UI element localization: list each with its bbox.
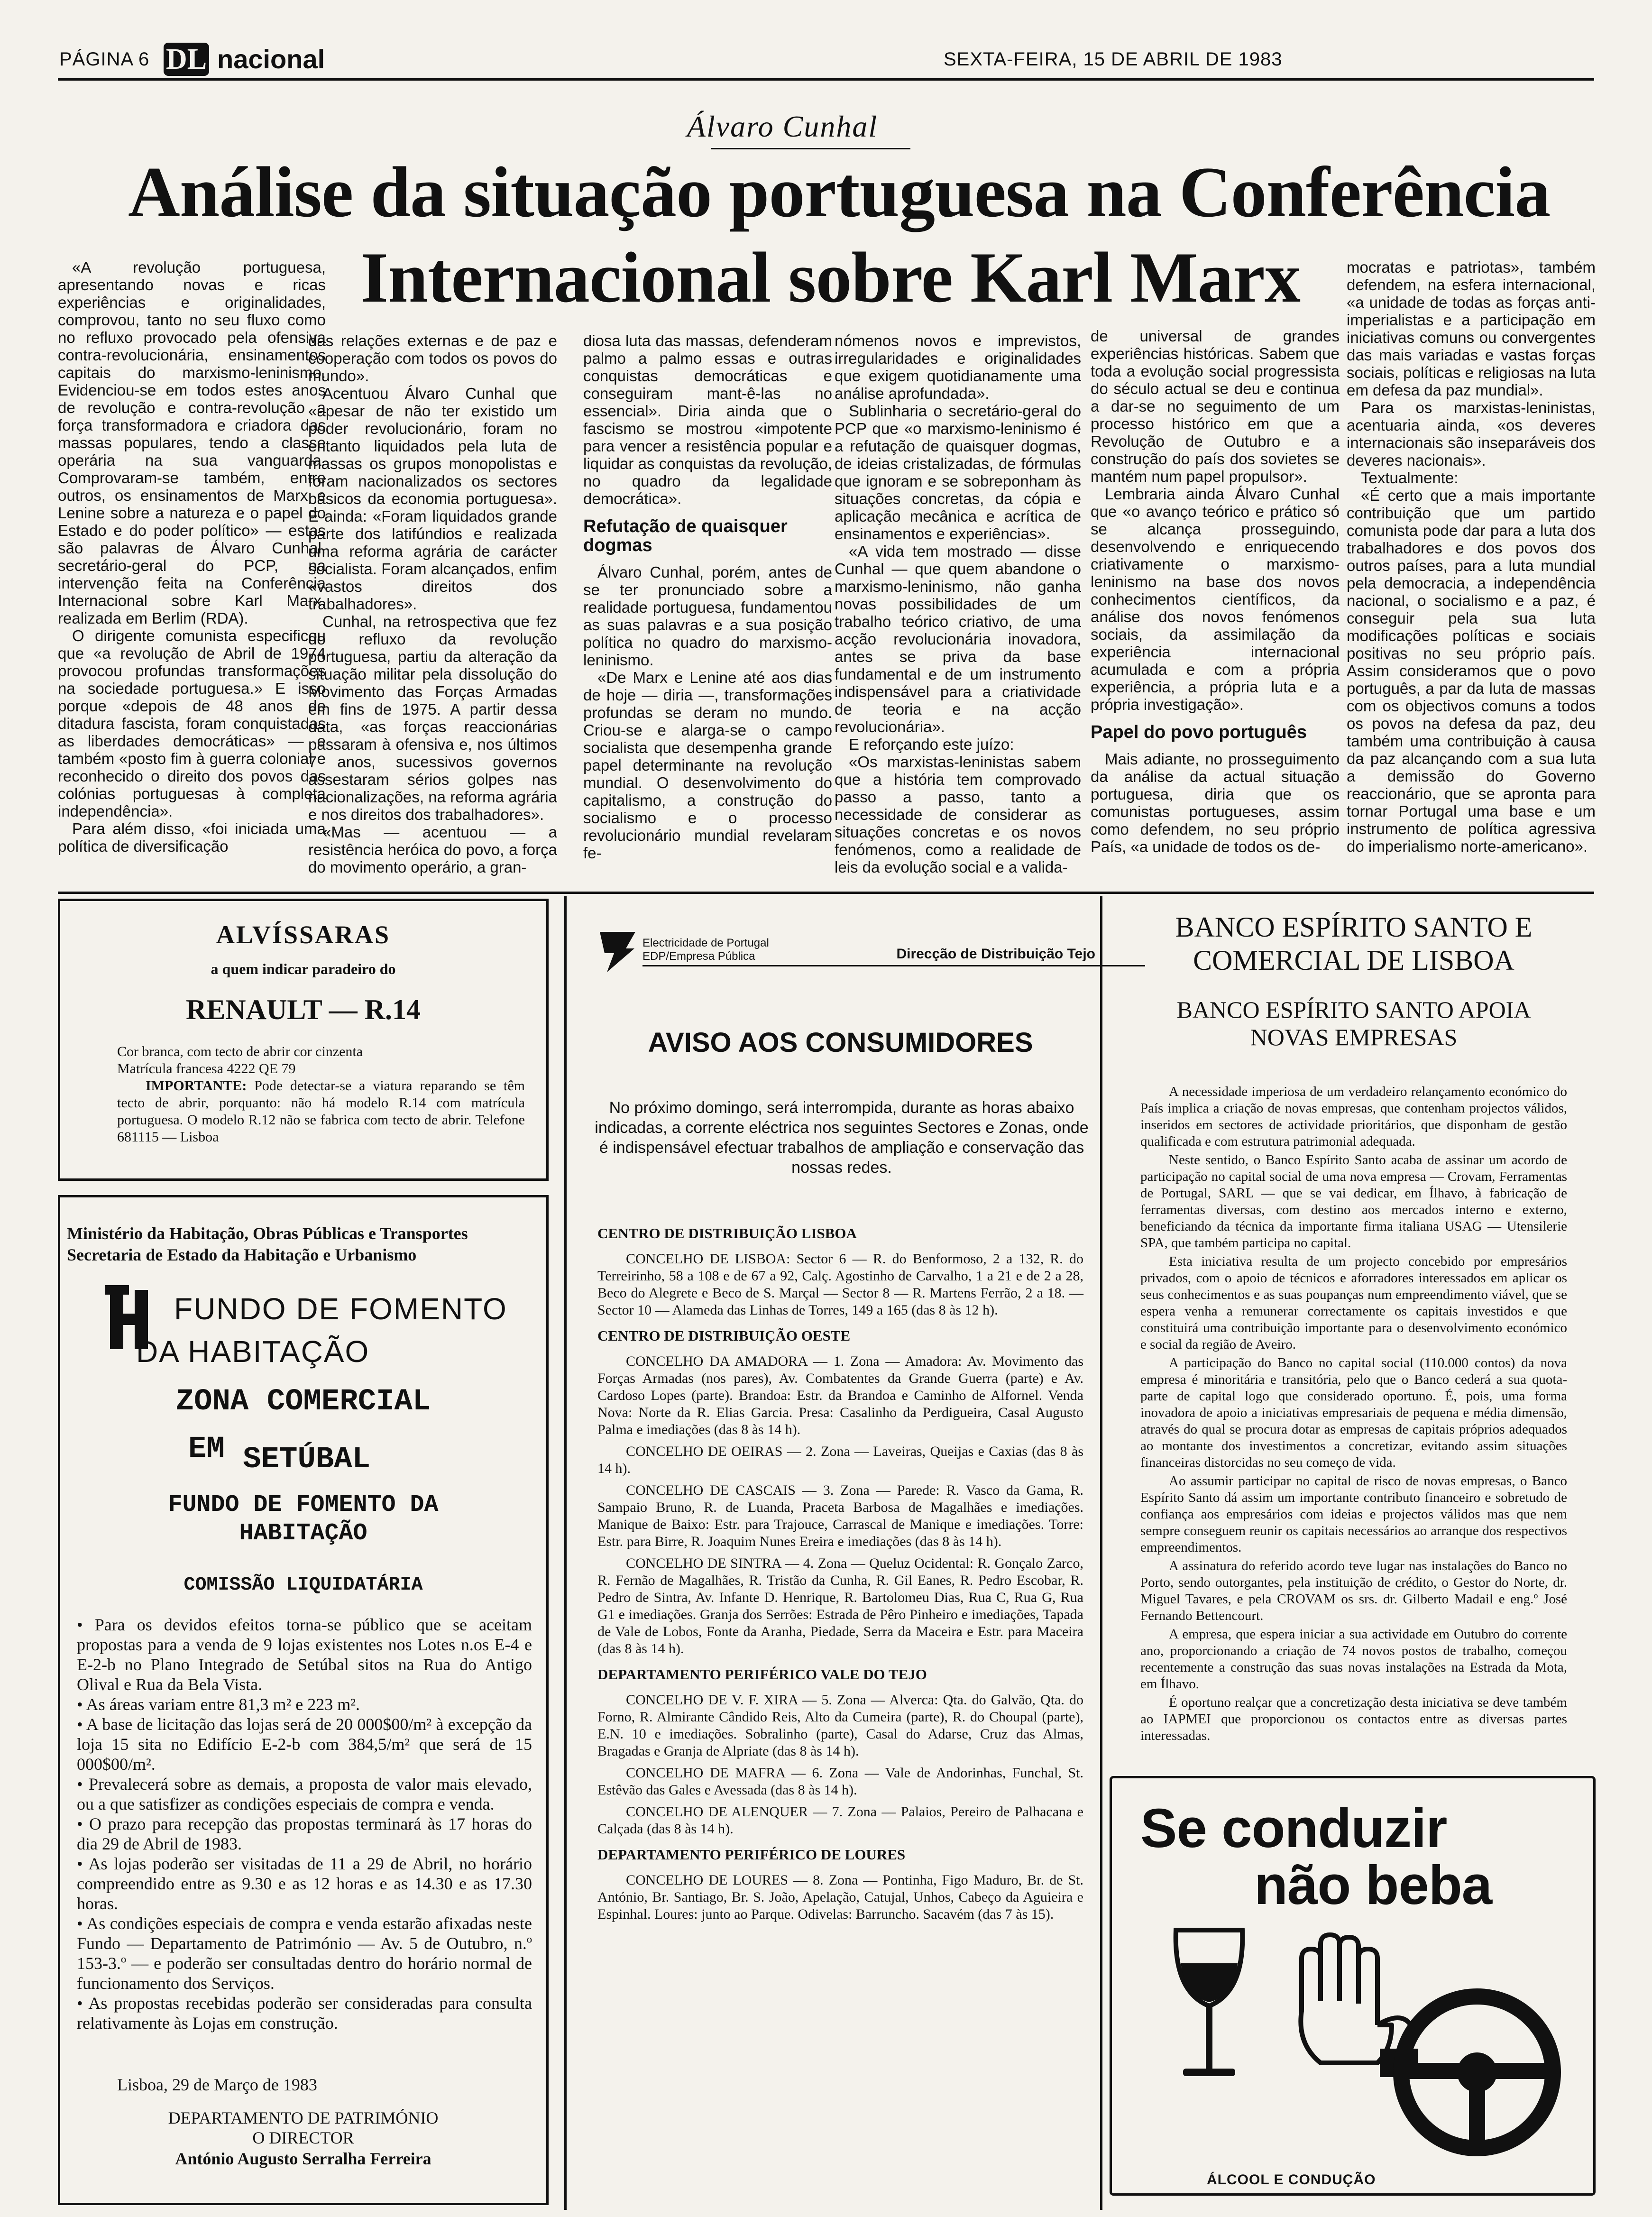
list-item: • As condições especiais de compra e venda estarão afixadas neste Fundo — Departamento de Património — Av. 5 de Outubro, n.º 153-3.º — e poderão ser consultadas dentro do horário normal de funcionamento dos Serviços. <box>77 1914 532 1993</box>
ad-title: ALVÍSSARAS <box>216 920 391 949</box>
zone-title: ZONA COMERCIAL <box>175 1385 431 1419</box>
paragraph: É oportuno realçar que a concretização desta iniciativa se deve também ao IAPMEI que proporcionou os contactos entre as diversas partes interessadas. <box>1140 1695 1567 1743</box>
page-number: PÁGINA 6 <box>59 49 150 70</box>
paragraph: Textualmente: <box>1361 469 1459 487</box>
paragraph: A empresa, que espera iniciar a sua actividade em Outubro do corrente ano, proporcionando a criação de 74 novos postos de trabalho, começou recentemente a construção das suas novas instalações na Estrada da Mota, em Ílhavo. <box>1140 1627 1567 1692</box>
ad-ministerio-habitacao <box>58 1195 549 2205</box>
column-divider <box>1100 896 1102 2210</box>
subheading: Papel do povo português <box>1091 722 1307 742</box>
newspaper-logo-icon: DL <box>164 43 209 76</box>
edp-entry: CONCELHO DE MAFRA — 6. Zona — Vale de Andorinhas, Funchal, St. Estêvão das Gales e Avessada (das 8 às 14 h). <box>597 1765 1083 1798</box>
article-column-2 <box>308 332 557 876</box>
article-column-5 <box>1091 327 1340 856</box>
section-title: nacional <box>217 44 325 74</box>
list-item: • A base de licitação das lojas será de 20 000$00/m² à excepção da loja 15 sita no Edifício E-2-b com 384,5/m² que será de 15 000$00/m². <box>77 1715 532 1774</box>
paragraph: diosa luta das massas, defenderam palmo a palmo essas e outras conquistas democráticas e conseguiram mant-ê-las no essencial». Diria ainda que o fascismo se mostrou «impotente para vencer a resistência popular e liquidar as conquistas da revolução, no quadro da legalidade democrática». <box>583 332 832 507</box>
edp-section-heading: DEPARTAMENTO PERIFÉRICO VALE DO TEJO <box>597 1666 927 1683</box>
edp-org-name: Electricidade de Portugal <box>642 937 769 949</box>
column-divider <box>564 896 567 2210</box>
bank-body <box>1140 1084 1567 1746</box>
fund-name-line-1: FUNDO DE FOMENTO <box>174 1292 507 1326</box>
campaign-footer: ÁLCOOL E CONDUÇÃO <box>1207 2172 1376 2188</box>
edp-title: AVISO AOS CONSUMIDORES <box>648 1027 1033 1058</box>
important-label: IMPORTANTE: <box>146 1078 247 1094</box>
article-column-6 <box>1347 258 1596 855</box>
paragraph: «Os marxistas-leninistas sabem que a história tem comprovado passo a passo, tanto a necessidade de considerar as situações concretas e os novos fenómenos, como a realidade de leis da evolução social e a valida- <box>835 753 1081 876</box>
header-rule <box>58 78 1594 81</box>
wine-glass-icon <box>1169 1925 1249 2087</box>
paragraph: Para os marxistas-leninistas, acentuaria ainda, «os deveres internacionais são inseparáveis dos deveres nacionais». <box>1347 399 1596 469</box>
issue-date: SEXTA-FEIRA, 15 DE ABRIL DE 1983 <box>944 49 1283 70</box>
commission-title: COMISSÃO LIQUIDATÁRIA <box>184 1574 423 1596</box>
article-column-1 <box>58 258 326 855</box>
edp-direction: Direcção de Distribuição Tejo <box>896 946 1095 962</box>
paragraph: Para além disso, «foi iniciada uma política de diversificação <box>58 820 326 855</box>
edp-section-heading: CENTRO DE DISTRIBUIÇÃO OESTE <box>597 1327 851 1344</box>
ad-subtitle: a quem indicar paradeiro do <box>211 960 396 977</box>
zone-city: SETÚBAL <box>243 1443 371 1477</box>
edp-entry: CONCELHO DE V. F. XIRA — 5. Zona — Alverca: Qta. do Galvão, Qta. do Forno, R. Almirante Cândido Reis, Alto da Cumeira (parte), R. do Choupal (parte), E.N. 10 e imediações. Sobralinho (parte), Casal do Adarse, Cruz das Almas, Bragadas e Granja de Alpriate (das 8 às 14 h). <box>597 1692 1083 1759</box>
edp-schedule <box>597 1216 1083 1928</box>
edp-entry: CONCELHO DE LISBOA: Sector 6 — R. do Benformoso, 2 a 132, R. do Terreirinho, 58 a 108 e de 67 a 92, Calç. Agostinho de Carvalho, 1 a 21 e de 2 a 28, Beco do Alegrete e Beco de S. Marçal — Sector 8 — R. Martens Ferrão, 2 a 18. — Sector 10 — Alameda das Linhas de Torres, 149 a 165 (das 8 às 12 h). <box>597 1251 1083 1318</box>
byline-underline <box>711 148 910 149</box>
list-item: • Para os devidos efeitos torna-se público que se aceitam propostas para a venda de 9 lojas existentes nos Lotes n.os E-4 e E-2-b no Plano Integrado de Setúbal sitos na Rua do Antigo Olival e Rua da Bela Vista. <box>77 1615 532 1694</box>
list-item: • As propostas recebidas poderão ser consideradas para consulta relativamente às Lojas em construção. <box>77 1994 532 2033</box>
paragraph: Cunhal, na retrospectiva que fez do refluxo da revolução portuguesa, partiu da alteração da situação militar pela dissolução do Movimento das Forças Armadas em fins de 1975. A partir dessa data, «as forças reaccionárias passaram à ofensiva e, nos últimos 7 anos, sucessivos governos assestaram sérios golpes nas nacionalizações, na reforma agrária e nos direitos dos trabalhadores». <box>308 613 557 823</box>
paragraph: A assinatura do referido acordo teve lugar nas instalações do Banco no Porto, sendo outorgantes, pela instituição de crédito, o Gestor do Norte, dr. Miguel Tavares, e pela CROVAM os srs. dr. Gilberto Madail e eng.º José Fernando Bettencourt. <box>1140 1558 1567 1623</box>
paragraph: Sublinharia o secretário-geral do PCP que «o marxismo-leninismo é a refutação de quaisquer dogmas, de ideias cristalizadas, de fórmulas que ignoram e se sobreponham às situações concretas, da cópia e aplicação mecânica e acrítica de ensinamentos e experiências». <box>835 402 1081 543</box>
list-item: • As lojas poderão ser visitadas de 11 a 29 de Abril, no horário compreendido entre as 9.30 e as 12 horas e as 14.30 e as 17.30 horas. <box>77 1854 532 1913</box>
headline-line-2: Internacional sobre Karl Marx <box>360 238 1300 317</box>
ad-edp-aviso <box>583 899 1098 2212</box>
slogan-line-1: Se conduzir <box>1140 1797 1447 1859</box>
fund-bold-line-1: FUNDO DE FOMENTO DA <box>168 1491 439 1518</box>
paragraph: «Mas — acentuou — a resistência heróica do povo, a força do movimento operário, a gran- <box>308 823 557 876</box>
section-divider <box>58 892 1594 894</box>
bank-title-line-1: BANCO ESPÍRITO SANTO E <box>1175 911 1533 943</box>
list-item: • O prazo para recepção das propostas terminará às 17 horas do dia 29 de Abril de 1983. <box>77 1814 532 1853</box>
list-item: • As áreas variam entre 81,3 m² e 223 m². <box>77 1695 360 1714</box>
ad-alvissaras <box>58 899 549 1181</box>
ministry-name: Ministério da Habitação, Obras Públicas e Transportes <box>67 1224 468 1243</box>
paragraph: mocratas e patriotas», também defendem, na esfera internacional, «a unidade de todas as forças anti-imperialistas e a participação em iniciativas comuns ou convergentes das mais variadas e vastas forças sociais, políticas e religiosas na luta em defesa da paz mundial». <box>1347 258 1596 399</box>
paragraph: A participação do Banco no capital social (110.000 contos) da nova empresa é minoritária e transitória, pelo que o Banco cederá a sua quota-parte de capital logo que considerado oportuno. É, pois, uma forma inovadora de apoio a iniciativas empresariais de pequena e média dimensão, através do qual se procura dotar as empresas de capitais próprios adequados ao montante dos investimentos a concretizar, evitando assim situações financeiras distorcidas no seu começo de vida. <box>1140 1355 1567 1470</box>
paragraph: Álvaro Cunhal, porém, antes de se ter pronunciado sobre a realidade portuguesa, fundamentou as suas palavras e a sua posição política no quadro do marxismo-leninismo. <box>583 563 832 669</box>
edp-org-type: EDP/Empresa Pública <box>642 950 755 963</box>
edp-entry: CONCELHO DE LOURES — 8. Zona — Pontinha, Figo Maduro, Br. de St. António, Br. Santiago, Br. S. João, Apelação, Catujal, Unhos, Cabeço da Aguieira e Espinhal. Loures: junto ao Parque. Odivelas: Barruncho. Sacavém (das 7 às 15). <box>597 1872 1083 1922</box>
bank-subtitle-line-1: BANCO ESPÍRITO SANTO APOIA <box>1176 996 1531 1023</box>
paragraph: Esta iniciativa resulta de um projecto concebido por empresários privados, com o apoio de técnicos e aforradores interessados em aplicar os seus conhecimentos e as suas poupanças num empreendimento viável, que se espera venha a remunerar correctamente os capitais investidos e que constituirá uma contribuição importante para o desenvolvimento económico e social da região de Aveiro. <box>1140 1254 1567 1352</box>
car-color: Cor branca, com tecto de abrir cor cinzenta <box>117 1044 363 1059</box>
headline-line-1: Análise da situação portuguesa na Conferência <box>128 152 1551 232</box>
paragraph: «É certo que a mais importante contribuição que um partido comunista pode dar para a luta dos trabalhadores e dos povos dos outros países, para a luta mundial pela democracia, a independência nacional, o socialismo e a paz, é conseguir pela sua luta modificações políticas e sociais positivas no seu próprio país. Assim consideramos que o povo português, a par da luta de massas com os objectivos comuns a todos os povos na defesa da paz, deu também uma contribuição à causa da paz alcançando com a sua luta a demissão do Governo reaccionário, que se apronta para tornar Portugal uma base e um instrumento de política agressiva do imperialismo norte-americano». <box>1347 487 1596 855</box>
ad-alcool-conducao <box>1110 1776 1596 2196</box>
car-model: RENAULT — R.14 <box>185 994 421 1025</box>
director-name: António Augusto Serralha Ferreira <box>175 2149 431 2168</box>
bank-subtitle-line-2: NOVAS EMPRESAS <box>1250 1024 1458 1050</box>
byline: Álvaro Cunhal <box>687 110 878 143</box>
article-column-4 <box>835 332 1081 876</box>
paragraph: «De Marx e Lenine até aos dias de hoje — diria —, transformações profundas se deram no mundo. Criou-se e alarga-se o campo socialista que desempenha grande papel determinante na revolução mundial. O desenvolvimento do capitalismo, a construção do socialismo e o processo revolucionário mundial revelaram fe- <box>583 669 832 862</box>
ad-date-place: Lisboa, 29 de Março de 1983 <box>117 2075 317 2094</box>
paragraph: Acentuou Álvaro Cunhal que «apesar de não ter existido um poder revolucionário, foram no entanto liquidados pela luta de massas os grupos monopolistas e foram nacionalizados os sectores básicos da economia portuguesa». E ainda: «Foram liquidados grande parte dos latifúndios e realizada uma reforma agrária de carácter socialista. Foram alcançados, enfim «vastos direitos dos trabalhadores». <box>308 385 557 613</box>
list-item: • Prevalecerá sobre as demais, a proposta de valor mais elevado, ou a que satisfizer as condições especiais de compra e venda. <box>77 1775 532 1813</box>
paragraph: Neste sentido, o Banco Espírito Santo acaba de assinar um acordo de participação no capital social de uma nova empresa — Crovam, Ferramentas de Portugal, SARL — que se vai dedicar, em Ílhavo, à fabricação de ferramentas diversas, com destino aos mercados interno e externo, beneficiando da técnica da importante firma italiana USAG — Utensilerie SPA, que também participa no capital. <box>1140 1152 1567 1251</box>
paragraph: Mais adiante, no prosseguimento da análise da actual situação portuguesa, diria que os comunistas portugueses, assim como defendem, no seu próprio País, «a unidade de todos os de- <box>1091 750 1340 856</box>
paragraph: O dirigente comunista especificou que «a revolução de Abril de 1974 provocou profundas transformações na sociedade portuguesa.» E isso porque «depois de 48 anos de ditadura fascista, foram conquistadas as liberdades democráticas» — e também «posto fim à guerra colonial e reconhecido o direito dos povos das colónias portuguesas à completa independência». <box>58 627 326 820</box>
paragraph: A necessidade imperiosa de um verdadeiro relançamento económico do País implica a criação de novas empresas, que contenham projectos válidos, inseridos em sectores de actividade prioritários, que disponham de gestão qualificada e com estrutura patrimonial adequada. <box>1140 1084 1567 1149</box>
edp-rule <box>642 965 1145 966</box>
edp-section-heading: DEPARTAMENTO PERIFÉRICO DE LOURES <box>597 1846 906 1863</box>
paragraph: das relações externas e de paz e cooperação com todos os povos do mundo». <box>308 332 557 385</box>
paragraph: Ao assumir participar no capital de risco de novas empresas, o Banco Espírito Santo dá assim um importante contributo financeiro e sobretudo de confiança aos empresários com ideias e projectos válidos mas que nem sempre conseguem reunir os capitais necessários ao arranque dos respectivos empreendimentos. <box>1140 1473 1567 1555</box>
edp-section-heading: CENTRO DE DISTRIBUIÇÃO LISBOA <box>597 1225 857 1242</box>
important-text: Pode detectar-se a viatura reparando se têm tecto de abrir, porquanto: não há modelo R.14 com matrícula portuguesa. O modelo R.12 não se fabrica com tecto de abrir. Telefone 681115 — Lisboa <box>117 1078 525 1145</box>
director-title: O DIRECTOR <box>252 2128 354 2147</box>
car-plate: Matrícula francesa 4222 QE 79 <box>117 1061 296 1076</box>
zone-city-line <box>188 1432 520 1477</box>
fund-bold-line-2: HABITAÇÃO <box>239 1520 367 1547</box>
paragraph: nómenos novos e imprevistos, irregularidades e originalidades que exigem quotidianamente uma análise aprofundada». <box>835 332 1081 402</box>
steering-wheel-icon <box>1392 1987 1562 2158</box>
edp-entry: CONCELHO DE OEIRAS — 2. Zona — Laveiras, Queijas e Caxias (das 8 às 14 h). <box>597 1444 1083 1476</box>
edp-intro: No próximo domingo, será interrompida, durante as horas abaixo indicadas, a corrente eléctrica nos seguintes Sectores e Zonas, onde é indispensável efectuar trabalhos de ampliação e conservação das nossas redes. <box>595 1099 1089 1177</box>
article-column-3 <box>583 332 832 862</box>
ad-banco-espirito-santo <box>1112 899 1596 1766</box>
paragraph: de universal de grandes experiências históricas. Sabem que toda a evolução social progressista do século actual se deu e continua a dar-se no seguimento de um processo histórico em que a Revolução de Outubro e a construção do país dos sovietes se mantém num papel propulsor». <box>1091 327 1340 485</box>
slogan-line-2: não beba <box>1254 1854 1492 1916</box>
zone-em: EM <box>188 1432 225 1466</box>
edp-entry: CONCELHO DE ALENQUER — 7. Zona — Palaios, Pereiro de Palhacana e Calçada (das 8 às 14 h). <box>597 1804 1083 1837</box>
ad-note <box>117 1077 525 1146</box>
fund-name-line-2: DA HABITAÇÃO <box>136 1334 370 1369</box>
edp-entry: CONCELHO DE SINTRA — 4. Zona — Queluz Ocidental: R. Gonçalo Zarco, R. Fernão de Magalhães, R. Tristão da Cunha, R. Gil Eanes, R. Pedro Escobar, R. Pedro de Sintra, Av. Infante D. Henrique, R. Bartolomeu Dias, Rua C, Rua G, Rua G1 e imediações. Granja dos Serrões: Estrada de Pêro Pinheiro e imediações, Tapada de Vale de Lobos, Fonte da Aranha, Piedade, Serra da Maceira e Estr. para Maceira (das 8 às 14 h). <box>597 1555 1083 1656</box>
paragraph: «A vida tem mostrado — disse Cunhal — que quem abandone o marxismo-leninismo, não ganha novas possibilidades de um trabalho teórico criativo, de uma acção revolucionária inovadora, antes se priva da base fundamental e de um instrumento indispensável para a criatividade de teoria e na acção revolucionária». <box>835 543 1081 736</box>
sale-conditions-list <box>77 1615 532 2033</box>
department-name: DEPARTAMENTO DE PATRIMÓNIO <box>168 2108 439 2127</box>
paragraph: Lembraria ainda Álvaro Cunhal que «o avanço teórico e prático só se alcança prosseguindo, desenvolvendo e enriquecendo criativamente o marxismo-leninismo na base dos novos conhecimentos científicos, da análise dos novos fenómenos sociais, da assimilação da experiência internacional acumulada e com a própria experiência, a própria luta e a própria investigação». <box>1091 485 1340 713</box>
edp-logo-icon <box>597 927 638 975</box>
edp-entry: CONCELHO DA AMADORA — 1. Zona — Amadora: Av. Movimento das Forças Armadas (nos pares), Av. Combatentes da Grande Guerra (parte) e Av. Cardoso Lopes (parte). Brandoa: Estr. da Brandoa e Caminho de Alfornel. Venda Nova: Norte da R. Elias Garcia. Presa: Casalinho da Perdigueira, Casal Augusto Palma e imediações (das 8 às 14 h). <box>597 1353 1083 1437</box>
subheading: Refutação de quaisquer dogmas <box>583 516 788 555</box>
paragraph: «A revolução portuguesa, apresentando novas e ricas experiências e originalidades, comprovou, tanto no seu fluxo como no refluxo provocado pela ofensiva contra-revolucionária, ensinamentos capitais do marxismo-leninismo. Evidenciou-se em todos estes anos de revolução e contra-revolução a força transformadora e criadora das massas populares, tendo a classe operária na sua vanguarda. Comprovaram-se também, entre outros, os ensinamentos de Marx e Lenine sobre a natureza e o papel do Estado e do poder político» — estas são palavras de Álvaro Cunhal, secretário-geral do PCP, na intervenção feita na Conferência Internacional sobre Karl Marx, realizada em Berlim (RDA). <box>58 258 326 627</box>
bank-title-line-2: COMERCIAL DE LISBOA <box>1193 945 1514 976</box>
secretariat-name: Secretaria de Estado da Habitação e Urbanismo <box>67 1245 417 1264</box>
edp-entry: CONCELHO DE CASCAIS — 3. Zona — Parede: R. Vasco da Gama, R. Sampaio Bruno, R. de Luanda, Praceta Barbosa de Magalhães e imediações. Manique de Baixo: Estr. para Trajouce, Carrascal de Manique e imediações. Torre: Estr. para Birre, R. Joaquim Nunes Ereira e imediações (das 8 às 14 h). <box>597 1482 1083 1549</box>
paragraph: E reforçando este juízo: <box>849 736 1014 753</box>
